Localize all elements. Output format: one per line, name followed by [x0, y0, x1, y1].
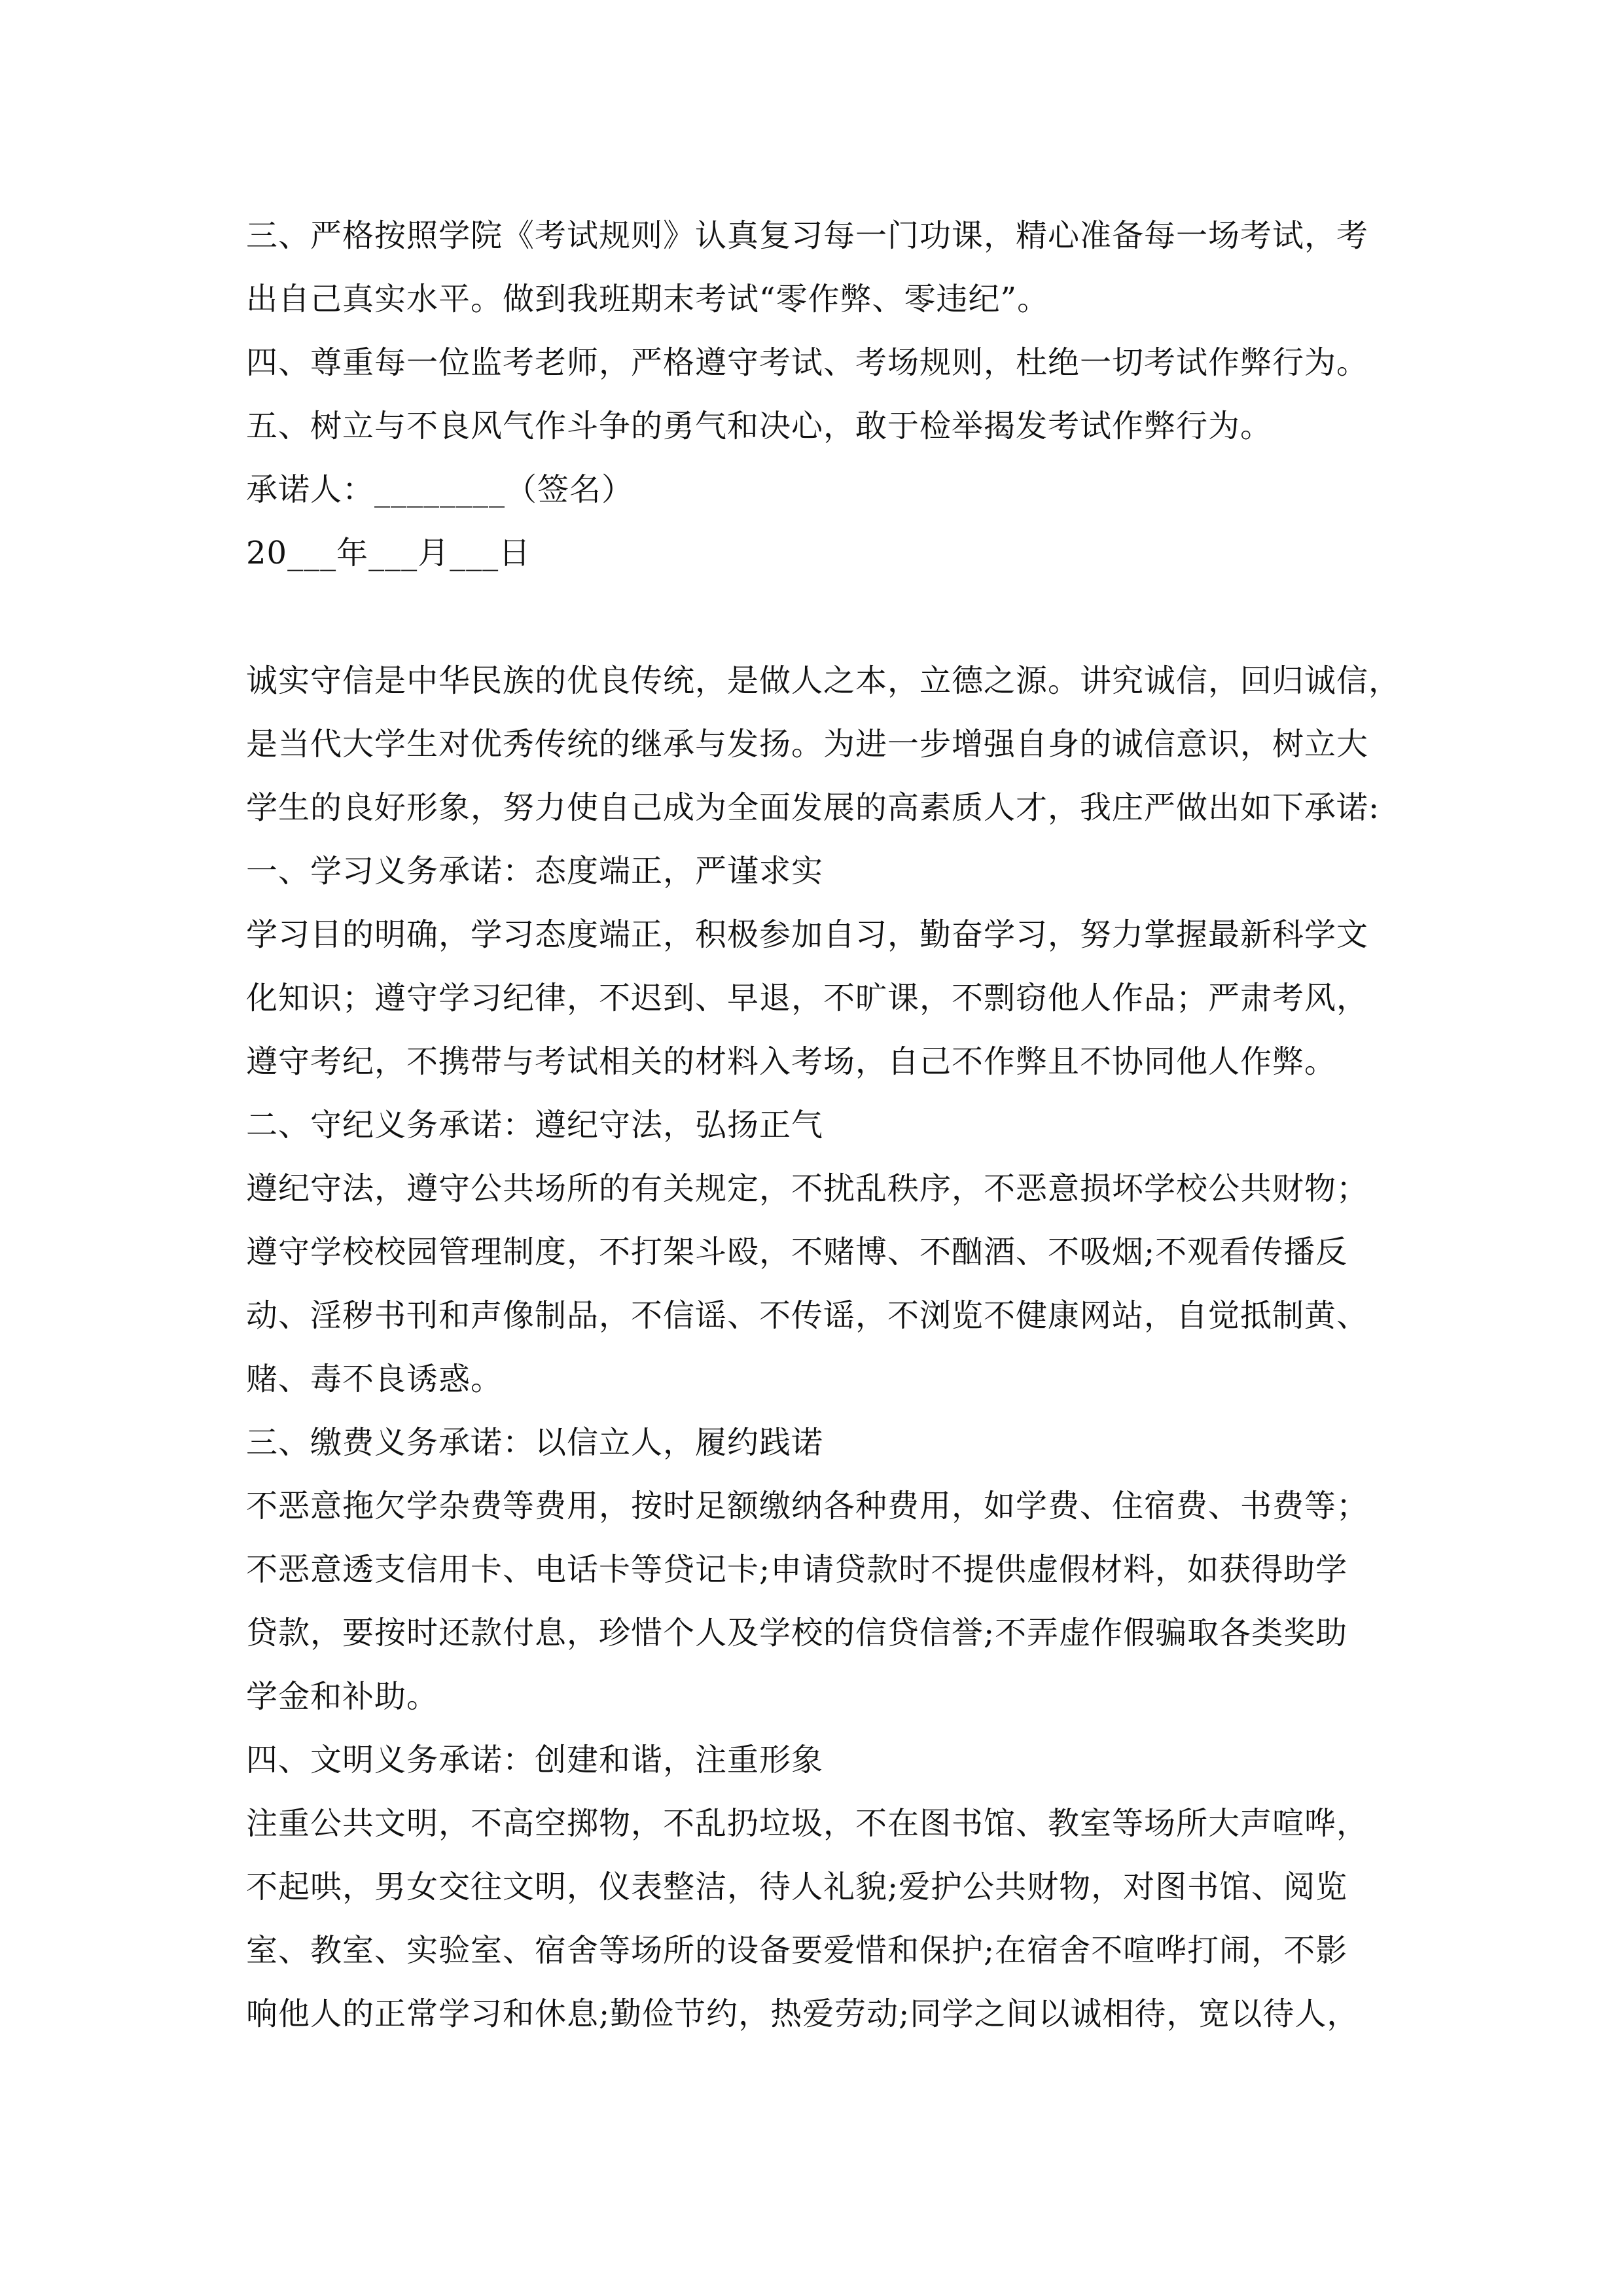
text-line: 三、严格按照学院《考试规则》认真复习每一门功课，精心准备每一场考试，考 [246, 217, 1369, 254]
text-line: 出自己真实水平。做到我班期末考试“零作弊、零违纪”。 [246, 281, 1050, 317]
text-line: 诚实守信是中华民族的优良传统，是做人之本，立德之源。讲究诚信，回归诚信， [246, 662, 1401, 699]
text-line: 室、教室、实验室、宿舍等场所的设备要爱惜和保护;在宿舍不喧哗打闹，不影 [246, 1932, 1348, 1969]
text-line: 不恶意拖欠学杂费等费用，按时足额缴纳各种费用，如学费、住宿费、书费等； [246, 1488, 1369, 1524]
text-line: 五、树立与不良风气作斗争的勇气和决心，敢于检举揭发考试作弊行为。 [246, 408, 1273, 444]
text-line: 学生的良好形象，努力使自己成为全面发展的高素质人才，我庄严做出如下承诺: [246, 789, 1380, 826]
section-heading: 三、缴费义务承诺：以信立人，履约践诺 [246, 1424, 824, 1461]
text-line: 响他人的正常学习和休息;勤俭节约，热爱劳动;同学之间以诚相待，宽以待人， [246, 1996, 1359, 2032]
signature-line: 承诺人：________（签名） [246, 471, 634, 508]
section-heading: 四、文明义务承诺：创建和谐，注重形象 [246, 1742, 824, 1778]
text-line: 赌、毒不良诱惑。 [246, 1361, 503, 1397]
text-line: 遵守学校校园管理制度，不打架斗殴，不赌博、不酗酒、不吸烟;不观看传播反 [246, 1234, 1348, 1270]
text-line: 学习目的明确，学习态度端正，积极参加自习，勤奋学习，努力掌握最新科学文 [246, 916, 1369, 953]
integrity-commitment-section [246, 649, 1401, 2046]
text-line: 不恶意透支信用卡、电话卡等贷记卡;申请贷款时不提供虚假材料，如获得助学 [246, 1551, 1348, 1588]
section-gap [246, 585, 1391, 649]
text-line: 贷款，要按时还款付息，珍惜个人及学校的信贷信誉;不弄虚作假骗取各类奖助 [246, 1615, 1348, 1651]
text-line: 是当代大学生对优秀传统的继承与发扬。为进一步增强自身的诚信意识，树立大 [246, 726, 1369, 762]
text-line: 化知识；遵守学习纪律，不迟到、早退，不旷课，不剽窃他人作品；严肃考风， [246, 980, 1369, 1016]
section-heading: 二、守纪义务承诺：遵纪守法，弘扬正气 [246, 1107, 824, 1143]
text-line: 遵守考纪，不携带与考试相关的材料入考场，自己不作弊且不协同他人作弊。 [246, 1043, 1337, 1080]
text-line: 注重公共文明，不高空掷物，不乱扔垃圾，不在图书馆、教室等场所大声喧哗， [246, 1805, 1369, 1842]
document-body [246, 204, 1401, 2046]
date-line: 20___年___月___日 [246, 535, 531, 571]
text-line: 遵纪守法，遵守公共场所的有关规定，不扰乱秩序，不恶意损坏学校公共财物； [246, 1170, 1369, 1207]
text-line: 四、尊重每一位监考老师，严格遵守考试、考场规则，杜绝一切考试作弊行为。 [246, 344, 1369, 381]
exam-commitment-section [246, 204, 1391, 585]
section-heading: 一、学习义务承诺：态度端正，严谨求实 [246, 853, 824, 889]
text-line: 学金和补助。 [246, 1678, 439, 1715]
text-line: 不起哄，男女交往文明，仪表整洁，待人礼貌;爱护公共财物，对图书馆、阅览 [246, 1869, 1348, 1905]
text-line: 动、淫秽书刊和声像制品，不信谣、不传谣，不浏览不健康网站，自觉抵制黄、 [246, 1297, 1369, 1334]
